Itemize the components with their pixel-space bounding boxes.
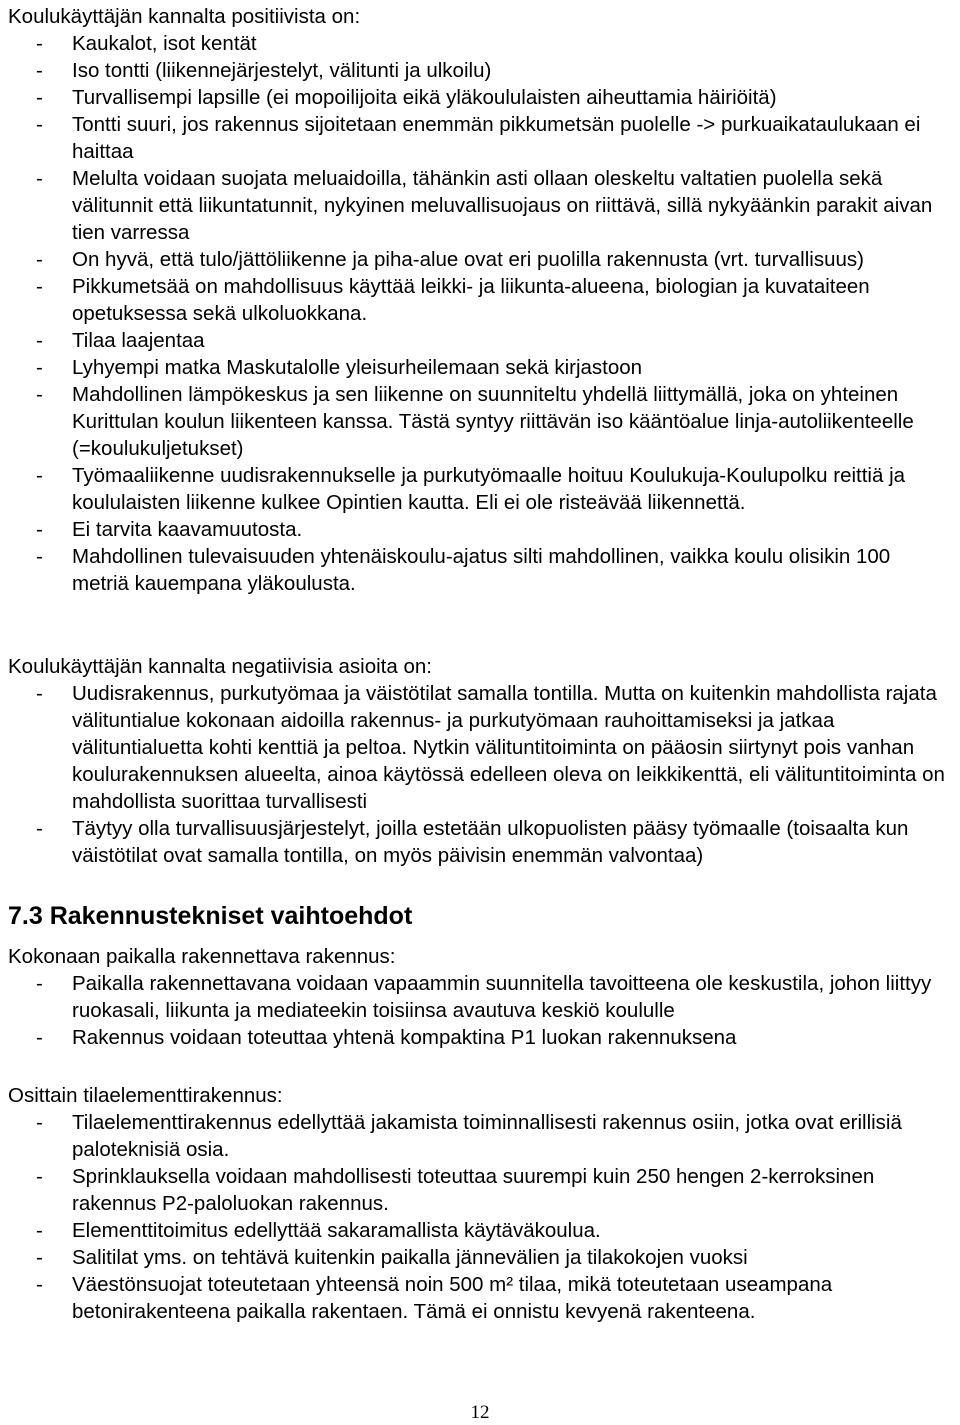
dash-marker: - [36, 275, 43, 298]
list-item [8, 1271, 952, 1325]
list-item-text: Salitilat yms. on tehtävä kuitenkin paikalla jännevälien ja tilakokojen vuoksi [72, 1246, 748, 1269]
list-item [8, 111, 952, 165]
list-item-text: Väestönsuojat toteutetaan yhteensä noin 500 m² tilaa, mikä toteutetaan useampana betonirakenteena paikalla rakentaen. Tämä ei onnistu kevyenä rakenteena. [72, 1273, 833, 1323]
positives-section [8, 3, 952, 597]
list-item [8, 1217, 952, 1244]
list-item-text: Melulta voidaan suojata meluaidoilla, tähänkin asti ollaan oleskeltu valtatien puolella sekä välitunnit että liikuntatunnit, nykyinen meluvallisuojaus on riittävä, sillä nykyäänkin parakit aivan tien varressa [72, 167, 933, 244]
list-item [8, 381, 952, 462]
dash-marker: - [36, 1219, 43, 1242]
list-item [8, 970, 952, 1024]
list-item [8, 1109, 952, 1163]
list-item-text: Mahdollinen tulevaisuuden yhtenäiskoulu-ajatus silti mahdollinen, vaikka koulu olisikin 100 metriä kauempana yläkoulusta. [72, 545, 891, 595]
list-item [8, 30, 952, 57]
dash-marker: - [36, 1246, 43, 1269]
list-item [8, 1024, 952, 1051]
list-item [8, 57, 952, 84]
list-item-text: Työmaaliikenne uudisrakennukselle ja purkutyömaalle hoituu Koulukuja-Koulupolku reittiä ja koululaisten liikenne kulkee Opintien kautta. Eli ei ole risteävää liikennettä. [72, 464, 906, 514]
list-item [8, 680, 952, 815]
page-number: 12 [470, 1402, 490, 1423]
list-item-text: Mahdollinen lämpökeskus ja sen liikenne on suunniteltu yhdellä liittymällä, joka on yhteinen Kurittulan koulun liikenteen kanssa. Tästä syntyy riittävän iso kääntöalue linja-autoliikenteelle (=koulukuljetukset) [72, 383, 914, 460]
dash-marker: - [36, 113, 43, 136]
list-item-text: On hyvä, että tulo/jättöliikenne ja piha-alue ovat eri puolilla rakennusta (vrt. turvallisuus) [72, 248, 864, 271]
dash-marker: - [36, 86, 43, 109]
negatives-section [8, 653, 952, 869]
list-item [8, 815, 952, 869]
full-build-title: Kokonaan paikalla rakennettava rakennus: [8, 945, 396, 968]
full-build-section [8, 943, 952, 1051]
positives-list [8, 30, 952, 597]
list-item [8, 165, 952, 246]
list-item [8, 327, 952, 354]
negatives-list [8, 680, 952, 869]
list-item-text: Sprinklauksella voidaan mahdollisesti toteuttaa suurempi kuin 250 hengen 2-kerroksinen rakennus P2-paloluokan rakennus. [72, 1165, 875, 1215]
positives-title: Koulukäyttäjän kannalta positiivista on: [8, 5, 361, 28]
list-item-text: Iso tontti (liikennejärjestelyt, välitunti ja ulkoilu) [72, 59, 492, 82]
list-item [8, 354, 952, 381]
list-item-text: Tilaa laajentaa [72, 329, 205, 352]
list-item-text: Täytyy olla turvallisuusjärjestelyt, joilla estetään ulkopuolisten pääsy työmaalle (toisaalta kun väistötilat ovat samalla tontilla, on myös päivisin enemmän valvontaa) [72, 817, 909, 867]
dash-marker: - [36, 817, 43, 840]
dash-marker: - [36, 1111, 43, 1134]
list-item [8, 1244, 952, 1271]
list-item [8, 1163, 952, 1217]
dash-marker: - [36, 464, 43, 487]
list-item-text: Kaukalot, isot kentät [72, 32, 257, 55]
dash-marker: - [36, 248, 43, 271]
list-item [8, 84, 952, 111]
dash-marker: - [36, 383, 43, 406]
dash-marker: - [36, 1165, 43, 1188]
module-build-section [8, 1082, 952, 1325]
module-build-title: Osittain tilaelementtirakennus: [8, 1084, 283, 1107]
dash-marker: - [36, 545, 43, 568]
list-item-text: Turvallisempi lapsille (ei mopoilijoita eikä yläkoululaisten aiheuttamia häiriöitä) [72, 86, 777, 109]
dash-marker: - [36, 1026, 43, 1049]
full-build-list [8, 970, 952, 1051]
dash-marker: - [36, 518, 43, 541]
list-item [8, 516, 952, 543]
dash-marker: - [36, 972, 43, 995]
list-item-text: Tontti suuri, jos rakennus sijoitetaan enemmän pikkumetsän puolelle -> purkuaikataulukaan ei haittaa [72, 113, 921, 163]
dash-marker: - [36, 682, 43, 705]
dash-marker: - [36, 167, 43, 190]
section-heading: 7.3 Rakennustekniset vaihtoehdot [8, 902, 413, 930]
list-item-text: Pikkumetsää on mahdollisuus käyttää leikki- ja liikunta-alueena, biologian ja kuvataiteen opetuksessa sekä ulkoluokkana. [72, 275, 870, 325]
list-item-text: Paikalla rakennettavana voidaan vapaammin suunnitella tavoitteena ole keskustila, johon liittyy ruokasali, liikunta ja mediateekin toisiinsa avautuva keskiö koululle [72, 972, 932, 1022]
list-item-text: Ei tarvita kaavamuutosta. [72, 518, 303, 541]
negatives-title: Koulukäyttäjän kannalta negatiivisia asioita on: [8, 655, 432, 678]
list-item-text: Rakennus voidaan toteuttaa yhtenä kompaktina P1 luokan rakennuksena [72, 1026, 737, 1049]
dash-marker: - [36, 1273, 43, 1296]
list-item-text: Tilaelementtirakennus edellyttää jakamista toiminnallisesti rakennus osiin, jotka ovat erillisiä paloteknisiä osia. [72, 1111, 902, 1161]
list-item-text: Uudisrakennus, purkutyömaa ja väistötilat samalla tontilla. Mutta on kuitenkin mahdollista rajata välituntialue kokonaan aidoilla rakennus- ja purkutyömaan rauhoittamiseksi ja jatkaa välituntialuetta kohti kenttiä ja peltoa. Nytkin välituntitoiminta on pääosin siirtynyt pois vanhan koulurakennuksen alueelta, ainoa käytössä edelleen oleva on leikkikenttä, eli välituntitoiminta on mahdollista suorittaa turvallisesti [72, 682, 945, 813]
module-build-list [8, 1109, 952, 1325]
list-item [8, 462, 952, 516]
dash-marker: - [36, 59, 43, 82]
list-item [8, 543, 952, 597]
list-item [8, 246, 952, 273]
list-item-text: Elementtitoimitus edellyttää sakaramallista käytäväkoulua. [72, 1219, 601, 1242]
dash-marker: - [36, 356, 43, 379]
dash-marker: - [36, 329, 43, 352]
dash-marker: - [36, 32, 43, 55]
list-item-text: Lyhyempi matka Maskutalolle yleisurheilemaan sekä kirjastoon [72, 356, 643, 379]
list-item [8, 273, 952, 327]
